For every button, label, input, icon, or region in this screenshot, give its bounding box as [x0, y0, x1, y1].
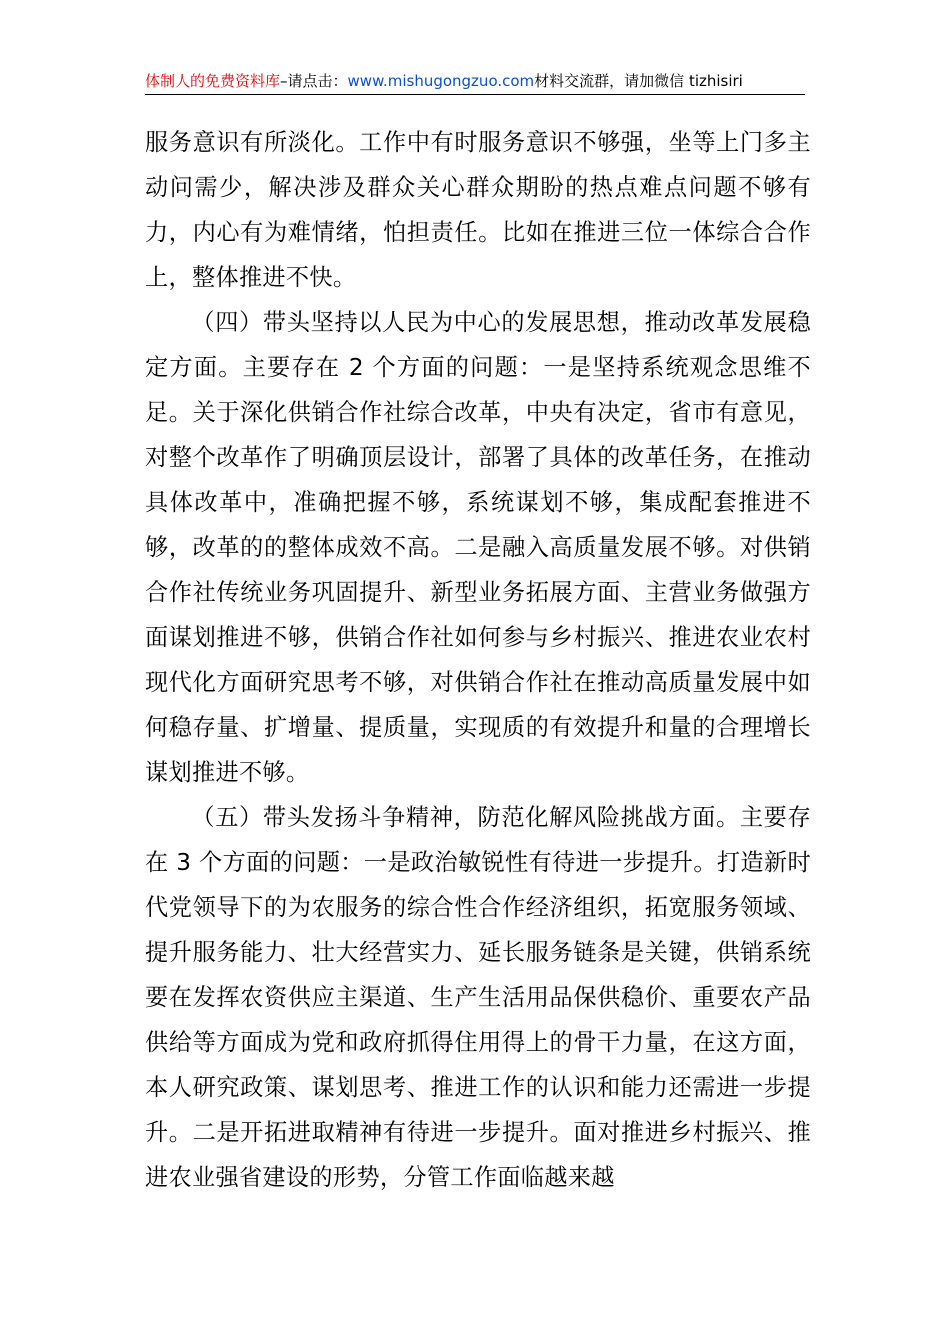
paragraph-section-four: （四）带头坚持以人民为中心的发展思想，推动改革发展稳定方面。主要存在 2 个方面的问题：一是坚持系统观念思维不足。关于深化供销合作社综合改革，中央有决定，省市有意见，对整个改革作了明确顶层设计，部署了具体的改革任务，在推动具体改革中，准确把握不够，系统谋划不够，集成配套推进不够，改革的的整体成效不高。二是融入高质量发展不够。对供销合作社传统业务巩固提升、新型业务拓展方面、主营业务做强方面谋划推进不够，供销合作社如何参与乡村振兴、推进农业农村现代化方面研究思考不够，对供销合作社在推动高质量发展中如何稳存量、扩增量、提质量，实现质的有效提升和量的合理增长谋划推进不够。 [145, 309, 811, 786]
header-prompt-text: –请点击： [280, 72, 348, 90]
header-brand-text: 体制人的免费资料库 [145, 72, 281, 90]
header-url-link[interactable]: www.mishugongzuo.com [347, 72, 535, 90]
document-body [145, 120, 811, 1200]
paragraph-section-five: （五）带头发扬斗争精神，防范化解风险挑战方面。主要存在 3 个方面的问题：一是政治敏锐性有待进一步提升。打造新时代党领导下的为农服务的综合性合作经济组织，拓宽服务领域、提升服务能力、壮大经营实力、延长服务链条是关键，供销系统要在发挥农资供应主渠道、生产生活用品保供稳价、重要农产品供给等方面成为党和政府抓得住用得上的骨干力量，在这方面，本人研究政策、谋划思考、推进工作的认识和能力还需进一步提升。二是开拓进取精神有待进一步提升。面对推进乡村振兴、推进农业强省建设的形势，分管工作面临越来越 [145, 804, 811, 1191]
paragraph-continued: 服务意识有所淡化。工作中有时服务意识不够强，坐等上门多主动问需少，解决涉及群众关心群众期盼的热点难点问题不够有力，内心有为难情绪，怕担责任。比如在推进三位一体综合合作上，整体推进不快。 [145, 129, 811, 291]
header-contact-text: 材料交流群，请加微信 tizhisiri [534, 72, 743, 90]
page-header [145, 68, 805, 95]
